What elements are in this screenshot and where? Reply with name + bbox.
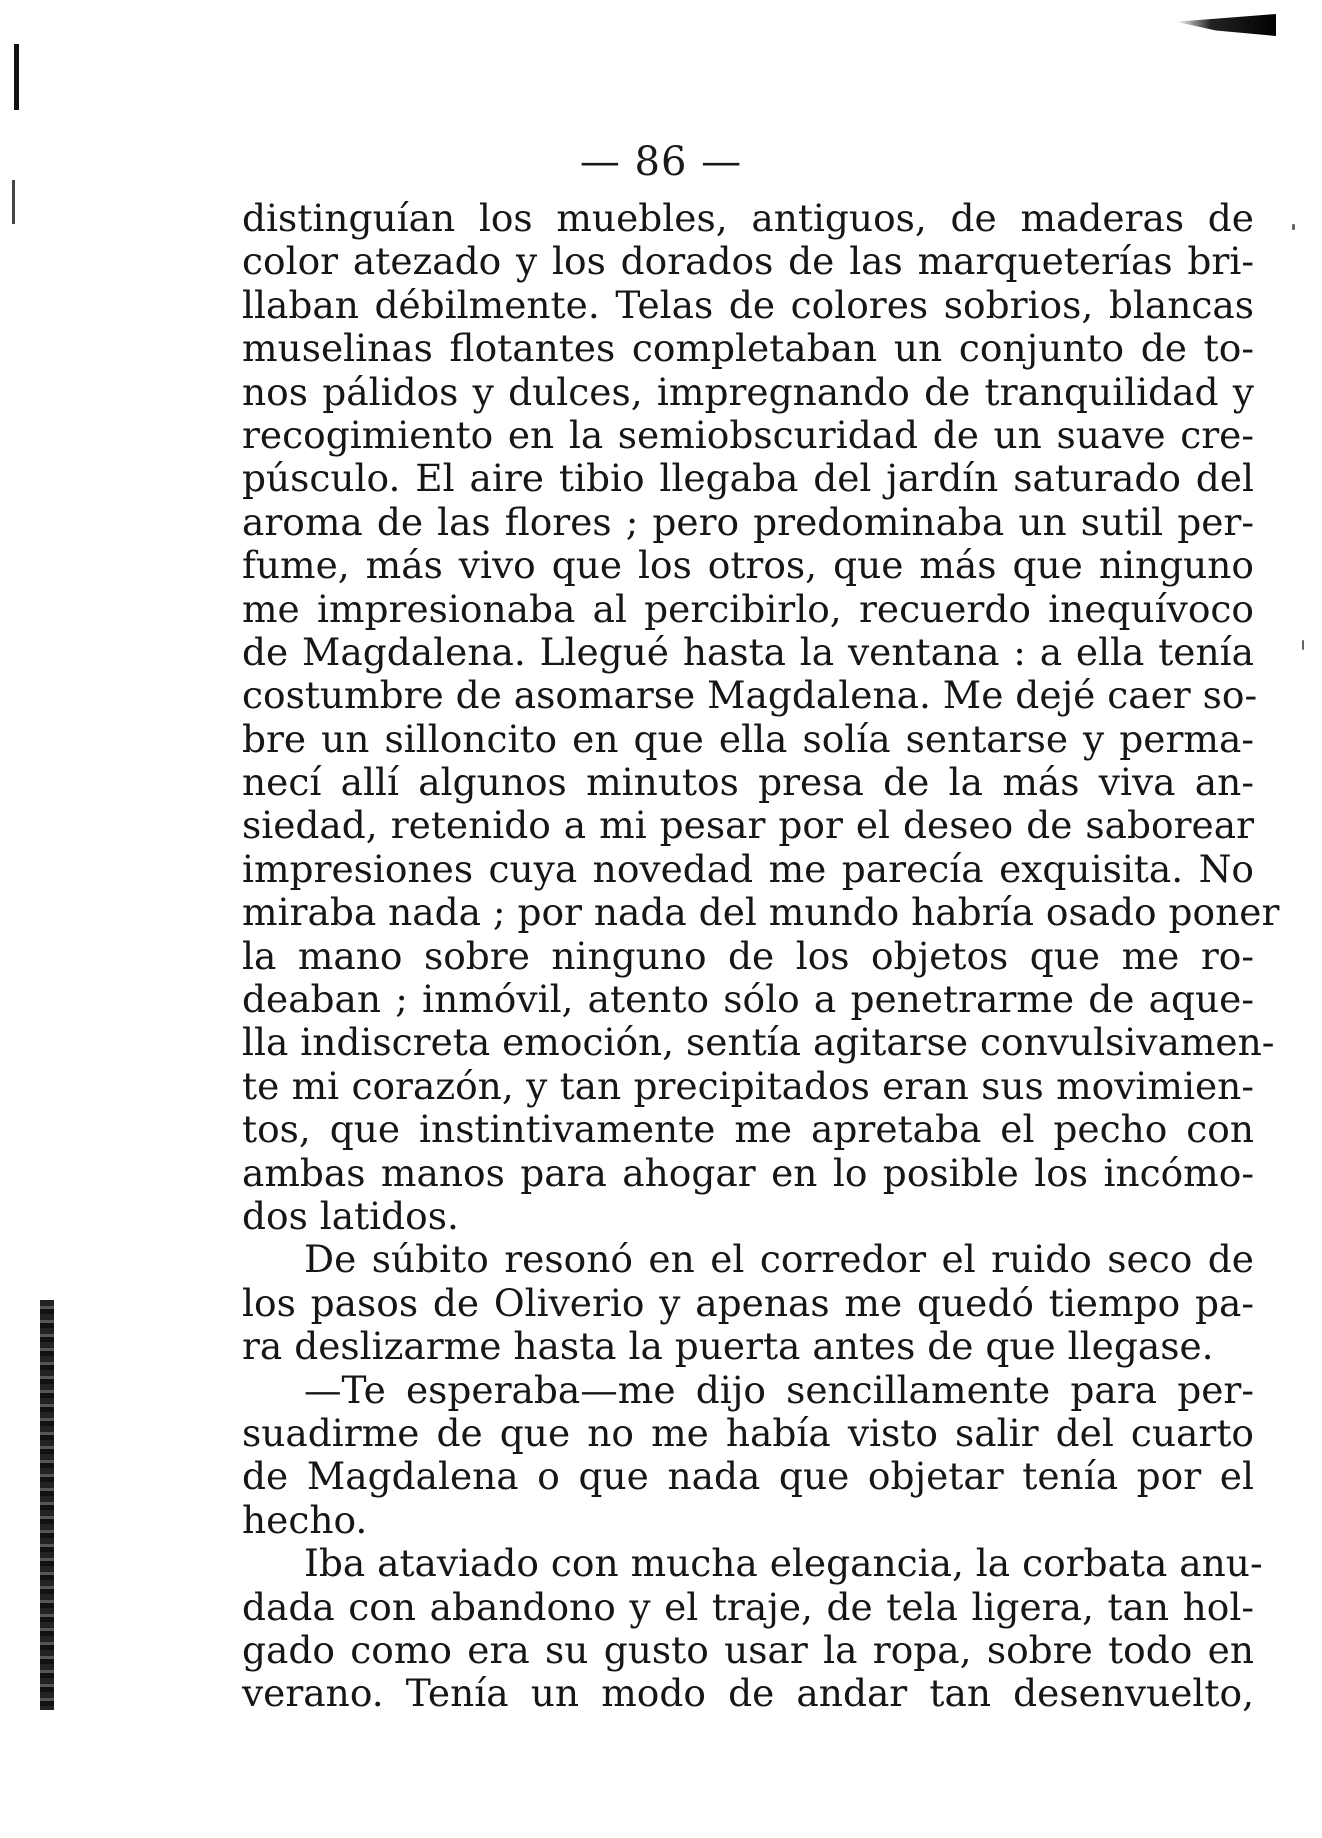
text-line: aroma de las flores ; pero predominaba un sutil per- xyxy=(242,499,1254,544)
text-line: la mano sobre ninguno de los objetos que me ro- xyxy=(242,933,1254,978)
text-line: suadirme de que no me había visto salir del cuarto xyxy=(242,1410,1254,1455)
text-line: tos, que instintivamente me apretaba el pecho con xyxy=(242,1107,1254,1152)
text-line: —Te esperaba—me dijo sencillamente para per- xyxy=(304,1367,1254,1412)
text-line: de Magdalena. Llegué hasta la ventana : a ella tenía xyxy=(242,629,1254,674)
text-line: nos pálidos y dulces, impregnando de tranquilidad y xyxy=(242,369,1254,414)
text-line: necí allí algunos minutos presa de la más viva an- xyxy=(242,760,1254,805)
text-line: ambas manos para ahogar en lo posible los incómo- xyxy=(242,1150,1254,1195)
text-line: hecho. xyxy=(242,1497,368,1542)
text-line: impresiones cuya novedad me parecía exquisita. No xyxy=(242,846,1254,891)
text-line: De súbito resonó en el corredor el ruido seco de xyxy=(304,1237,1254,1282)
scan-edge-mark-top-left xyxy=(14,44,19,110)
text-line: verano. Tenía un modo de andar tan desenvuelto, xyxy=(242,1671,1254,1716)
text-line: Iba ataviado con mucha elegancia, la corbata anu- xyxy=(304,1541,1263,1586)
text-line: de Magdalena o que nada que objetar tenía por el xyxy=(242,1454,1254,1499)
scan-speck-right-1 xyxy=(1292,224,1295,230)
scan-edge-mark-left-mid xyxy=(12,180,15,224)
text-line: te mi corazón, y tan precipitados eran sus movimien- xyxy=(242,1063,1254,1108)
text-line: ra deslizarme hasta la puerta antes de que llegase. xyxy=(242,1324,1214,1369)
text-line: púsculo. El aire tibio llegaba del jardín saturado del xyxy=(242,456,1254,501)
text-line: gado como era su gusto usar la ropa, sobre todo en xyxy=(242,1627,1254,1672)
text-line: dos latidos. xyxy=(242,1193,459,1238)
text-line: deaban ; inmóvil, atento sólo a penetrarme de aque- xyxy=(242,977,1254,1022)
scan-edge-mark-left-lower xyxy=(40,1300,54,1710)
scan-speck-right-2 xyxy=(1302,640,1304,650)
text-line: muselinas flotantes completaban un conjunto de to- xyxy=(242,326,1254,371)
text-line: recogimiento en la semiobscuridad de un suave cre- xyxy=(242,412,1254,457)
text-line: los pasos de Oliverio y apenas me quedó tiempo pa- xyxy=(242,1280,1254,1325)
text-line: llaban débilmente. Telas de colores sobrios, blancas xyxy=(242,282,1254,327)
text-line: bre un silloncito en que ella solía sentarse y perma- xyxy=(242,716,1254,761)
scan-edge-mark-top-right xyxy=(1176,14,1276,36)
text-line: color atezado y los dorados de las marqueterías bri- xyxy=(242,239,1254,284)
text-line: costumbre de asomarse Magdalena. Me dejé caer so- xyxy=(242,673,1258,718)
page-number: — 86 — xyxy=(579,139,743,185)
body-text xyxy=(242,196,1280,1716)
text-line: me impresionaba al percibirlo, recuerdo inequívoco xyxy=(242,586,1254,631)
text-line: dada con abandono y el traje, de tela ligera, tan hol- xyxy=(242,1584,1254,1629)
text-line: distinguían los muebles, antiguos, de maderas de xyxy=(242,196,1254,240)
text-line: fume, más vivo que los otros, que más que ninguno xyxy=(242,543,1254,588)
text-line: lla indiscreta emoción, sentía agitarse convulsivamen- xyxy=(242,1020,1275,1065)
text-line: miraba nada ; por nada del mundo habría osado poner xyxy=(242,890,1280,935)
text-line: siedad, retenido a mi pesar por el deseo de saborear xyxy=(242,803,1254,848)
